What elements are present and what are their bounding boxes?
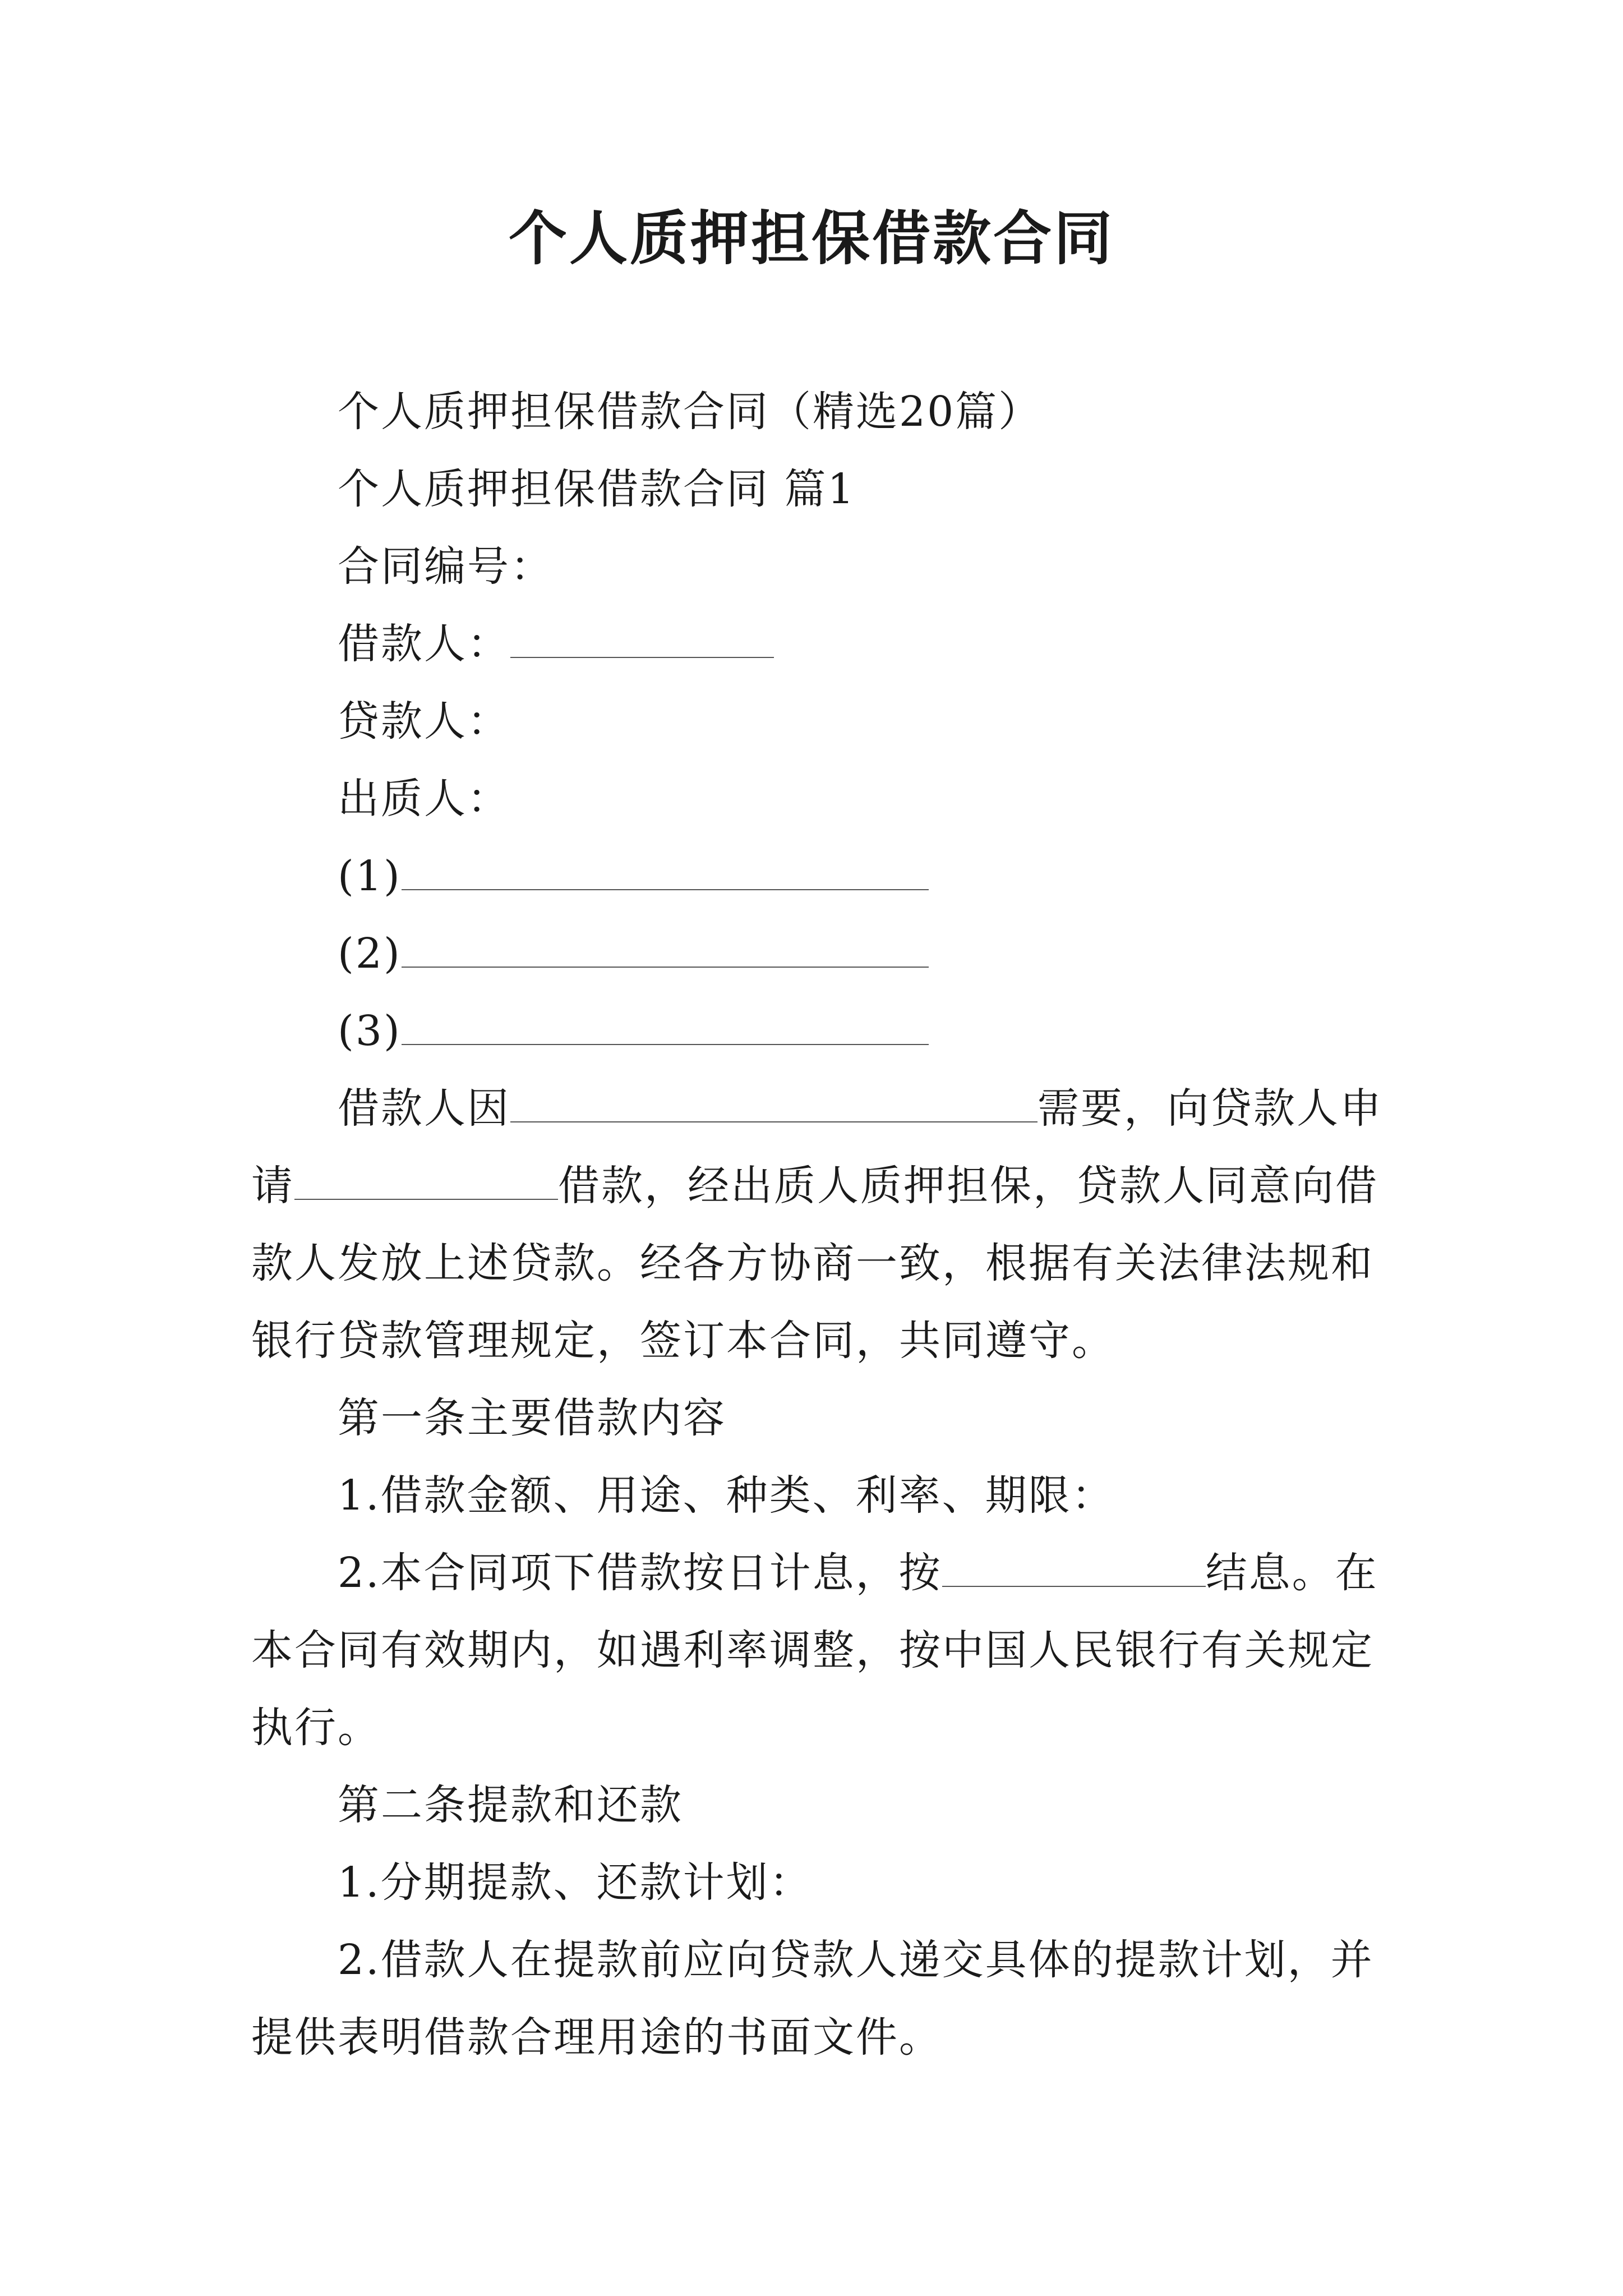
document-subtitle: 个人质押担保借款合同（精选20篇） [338, 388, 1042, 436]
settlement-blank [942, 1553, 1206, 1587]
borrower-blank [510, 624, 774, 658]
article-1-item-2-end: 执行。 [251, 1704, 381, 1752]
pledgor-item-number: (3) [338, 1007, 402, 1055]
pledgor-blank [402, 934, 929, 968]
contract-number-label: 合同编号： [338, 542, 554, 591]
amount-blank [294, 1166, 558, 1200]
pledgor-item-2 [251, 915, 1384, 992]
intro-text: 请 [251, 1162, 294, 1210]
borrower-line [251, 605, 1384, 683]
article-2-item-2: 2.借款人在提款前应向贷款人递交具体的提款计划，并 [338, 1936, 1374, 1984]
borrower-label: 借款人： [338, 620, 510, 668]
pledgor-blank [402, 857, 929, 890]
article-2-item-1: 1.分期提款、还款计划： [338, 1858, 813, 1907]
intro-text: 借款人因 [338, 1084, 510, 1133]
intro-text: 需要，向贷款人申 [1038, 1084, 1383, 1133]
pledgor-item-number: (1) [338, 852, 402, 900]
article-text: 2.本合同项下借款按日计息，按 [338, 1549, 942, 1597]
intro-text: 借款，经出质人质押担保，贷款人同意向借 [558, 1162, 1378, 1210]
article-1-item-1: 1.借款金额、用途、种类、利率、期限： [338, 1471, 1115, 1520]
pledgor-item-3 [251, 992, 1384, 1070]
article-1-item-2 [251, 1534, 1384, 1612]
article-1-title: 第一条主要借款内容 [338, 1394, 726, 1442]
intro-line-3: 款人发放上述贷款。经各方协商一致，根据有关法律法规和 [251, 1239, 1374, 1287]
pledgor-blank [402, 1011, 929, 1045]
article-1-item-2-cont: 本合同有效期内，如遇利率调整，按中国人民银行有关规定 [251, 1626, 1374, 1674]
article-2-title: 第二条提款和还款 [338, 1781, 683, 1829]
intro-line-2 [251, 1147, 1384, 1225]
intro-line-4: 银行贷款管理规定，签订本合同，共同遵守。 [251, 1317, 1115, 1365]
intro-line-1 [251, 1070, 1384, 1147]
document-title: 个人质押担保借款合同 [508, 204, 1114, 273]
purpose-blank [510, 1089, 1038, 1122]
section-heading: 个人质押担保借款合同 篇1 [338, 465, 856, 513]
pledgor-label: 出质人： [338, 775, 510, 823]
document-body [251, 373, 1384, 2076]
article-text: 结息。在 [1205, 1549, 1378, 1597]
lender-label: 贷款人： [338, 697, 510, 746]
pledgor-item-number: (2) [338, 930, 402, 978]
article-2-item-2-cont: 提供表明借款合理用途的书面文件。 [251, 2013, 942, 2062]
pledgor-item-1 [251, 838, 1384, 915]
